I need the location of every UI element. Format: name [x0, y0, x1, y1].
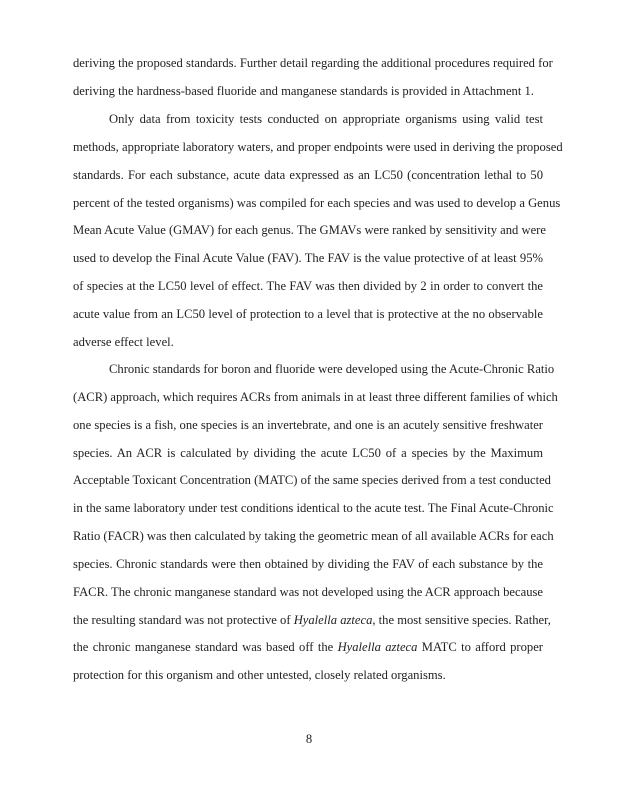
text-segment: deriving the proposed standards. Further detail regarding the additional procedures required for	[73, 56, 553, 70]
text-line	[73, 551, 543, 579]
text-line	[73, 106, 543, 134]
paragraph-chronic-standards	[73, 356, 558, 690]
text-segment: Only data from toxicity tests conducted on appropriate organisms using valid test	[109, 112, 543, 126]
text-segment: the resulting standard was not protective of	[73, 612, 294, 627]
species-name-italic: Hyalella azteca	[337, 640, 418, 655]
text-segment: , the most sensitive species. Rather,	[372, 612, 551, 627]
paragraph-acute-data	[73, 106, 563, 357]
text-line	[73, 245, 543, 273]
text-segment: methods, appropriate laboratory waters, and proper endpoints were used in deriving the proposed	[73, 139, 563, 154]
text-line	[73, 162, 543, 190]
text-line	[73, 523, 554, 551]
paragraph-continuation	[73, 50, 553, 106]
text-segment: protection for this organism and other untested, closely related organisms.	[73, 668, 446, 683]
text-segment: Acceptable Toxicant Concentration (MATC) of the same species derived from a test conducted	[73, 473, 551, 488]
text-segment: of species at the LC50 level of effect. The FAV was then divided by 2 in order to convert the	[73, 279, 543, 294]
text-segment: Ratio (FACR) was then calculated by taking the geometric mean of all available ACRs for each	[73, 529, 554, 544]
text-line	[73, 78, 543, 106]
text-segment: percent of the tested organisms) was compiled for each species and was used to develop a Genus	[73, 195, 561, 210]
text-line	[73, 217, 546, 245]
text-segment: species. Chronic standards were then obtained by dividing the FAV of each substance by the	[73, 556, 543, 571]
species-name-italic: Hyalella azteca	[293, 612, 373, 627]
text-line	[73, 190, 561, 218]
text-segment: adverse effect level.	[73, 334, 174, 349]
text-segment: the chronic manganese standard was based off the	[73, 640, 338, 655]
text-line	[73, 356, 555, 384]
text-segment: MATC to afford proper	[417, 640, 543, 655]
text-segment: species. An ACR is calculated by dividing the acute LC50 of a species by the Maximum	[73, 445, 543, 460]
text-segment: in the same laboratory under test conditions identical to the acute test. The Final Acute-Chronic	[73, 501, 554, 516]
text-line	[73, 301, 543, 329]
text-segment: deriving the hardness-based fluoride and manganese standards is provided in Attachment 1.	[73, 83, 534, 98]
text-line	[73, 467, 551, 495]
text-segment: standards. For each substance, acute data expressed as an LC50 (concentration lethal to 50	[73, 167, 543, 182]
text-line	[73, 50, 553, 78]
text-line	[73, 134, 563, 162]
text-line	[73, 607, 551, 635]
text-line	[73, 662, 543, 690]
page-number: 8	[305, 732, 313, 746]
text-line	[73, 384, 558, 412]
text-segment: FACR. The chronic manganese standard was not developed using the ACR approach because	[73, 584, 543, 599]
text-line	[73, 412, 543, 440]
text-line	[73, 440, 543, 468]
text-segment: one species is a fish, one species is an invertebrate, and one is an acutely sensitive freshwater	[73, 417, 543, 432]
text-segment: acute value from an LC50 level of protection to a level that is protective at the no observable	[73, 306, 543, 321]
text-segment: Mean Acute Value (GMAV) for each genus. The GMAVs were ranked by sensitivity and were	[73, 223, 546, 238]
text-segment: (ACR) approach, which requires ACRs from animals in at least three different families of which	[73, 389, 558, 404]
text-line	[73, 273, 543, 301]
text-segment: Chronic standards for boron and fluoride were developed using the Acute-Chronic Ratio	[109, 362, 555, 376]
text-line	[73, 579, 543, 607]
text-line	[73, 329, 543, 357]
text-line	[73, 495, 554, 523]
text-segment: used to develop the Final Acute Value (FAV). The FAV is the value protective of at least 95%	[73, 251, 543, 266]
text-line	[73, 634, 543, 662]
